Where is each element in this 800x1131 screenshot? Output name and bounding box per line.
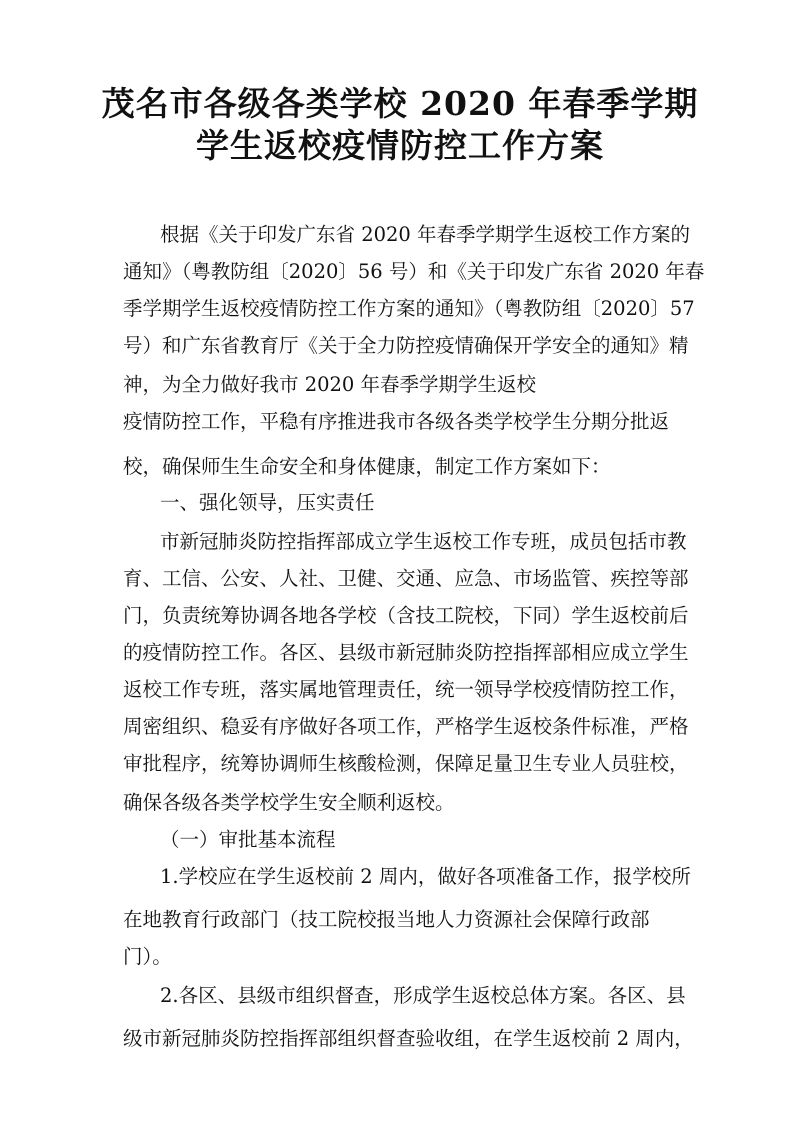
body-line: 育、工信、公安、人社、卫健、交通、应急、市场监管、疾控等部 [123,567,689,590]
body-line: 审批程序，统筹协调师生核酸检测，保障足量卫生专业人员驻校， [123,752,689,775]
body-line: 通知》（粤教防组〔2020〕56 号）和《关于印发广东省 2020 年春 [123,260,705,283]
body-line: 在地教育行政部门（技工院校报当地人力资源社会保障行政部 [123,908,650,931]
body-line: 门，负责统筹协调各地各学校（含技工院校，下同）学生返校前后 [123,604,689,627]
body-line: 门）。 [123,945,172,968]
document-title-line-2: 学生返校疫情防控工作方案 [196,126,604,165]
body-line: 市新冠肺炎防控指挥部成立学生返校工作专班，成员包括市教 [160,530,687,553]
body-line: 号）和广东省教育厅《关于全力防控疫情确保开学安全的通知》精 [123,334,689,357]
document-title-line-1: 茂名市各级各类学校 2020 年春季学期 [101,84,699,123]
body-line: 的疫情防控工作。各区、县级市新冠肺炎防控指挥部相应成立学生 [123,641,689,664]
body-line: 疫情防控工作，平稳有序推进我市各级各类学校学生分期分批返 [123,410,670,433]
body-line: 季学期学生返校疫情防控工作方案的通知》（粤教防组〔2020〕57 [123,297,695,320]
body-line: 神，为全力做好我市 2020 年春季学期学生返校 [123,373,537,396]
body-line: 确保各级各类学校学生安全顺利返校。 [123,791,455,814]
body-line: 级市新冠肺炎防控指挥部组织督查验收组，在学生返校前 2 周内， [123,1027,694,1050]
body-line: 2.各区、县级市组织督查，形成学生返校总体方案。各区、县 [160,984,686,1007]
body-line: 周密组织、稳妥有序做好各项工作，严格学生返校条件标准，严格 [123,715,689,738]
body-line: 返校工作专班，落实属地管理责任，统一领导学校疫情防控工作， [123,678,689,701]
body-line: 1.学校应在学生返校前 2 周内，做好各项准备工作，报学校所 [160,865,691,888]
section-heading: 一、强化领导，压实责任 [160,491,375,514]
subsection-heading: （一）审批基本流程 [160,828,336,851]
body-line: 根据《关于印发广东省 2020 年春季学期学生返校工作方案的 [160,223,691,246]
body-line: 校，确保师生生命安全和身体健康，制定工作方案如下： [123,455,611,478]
